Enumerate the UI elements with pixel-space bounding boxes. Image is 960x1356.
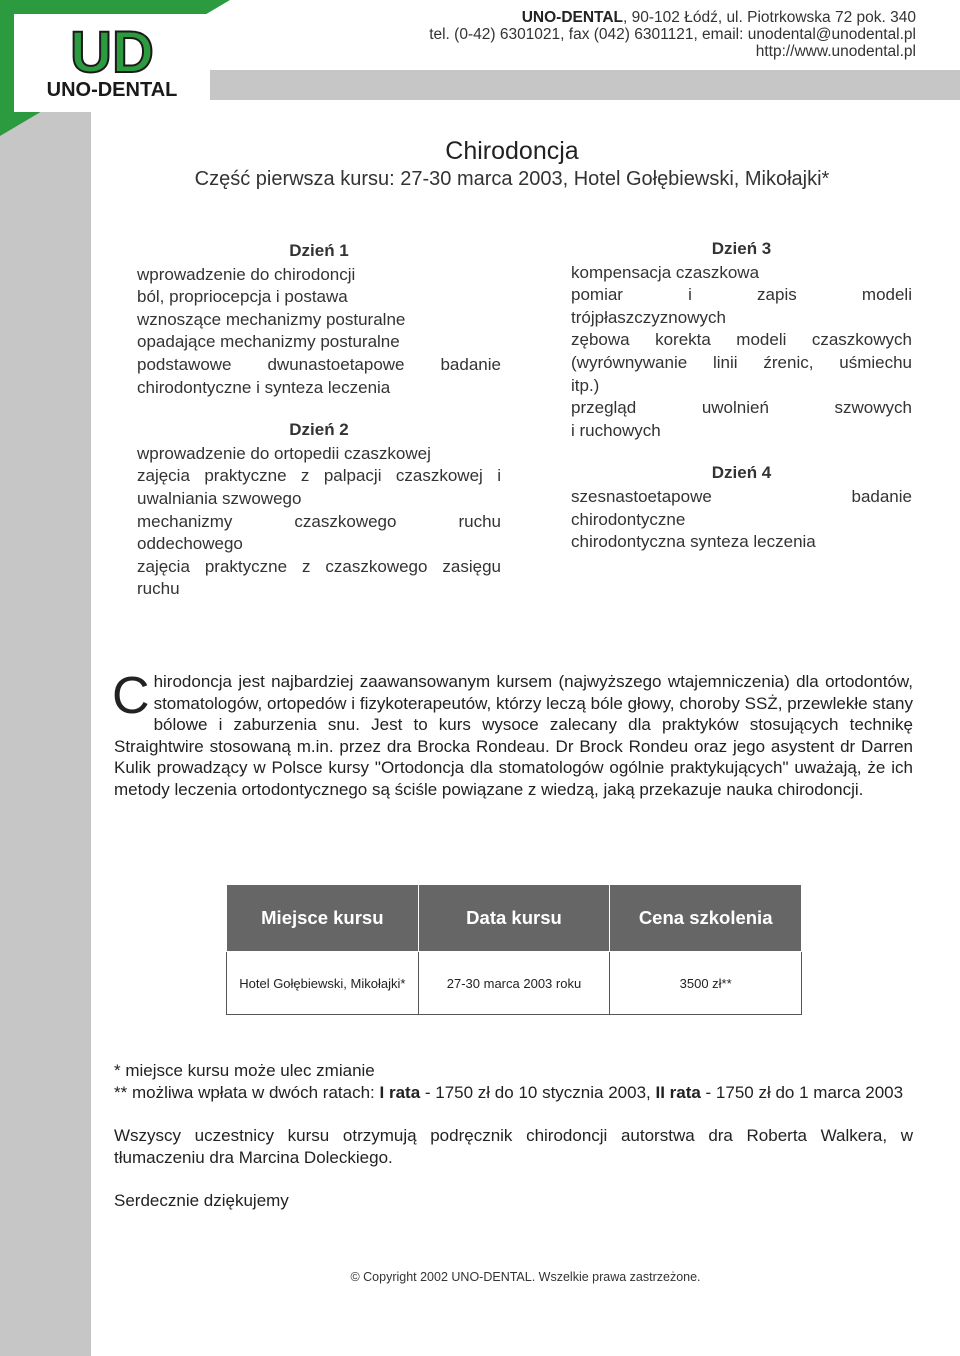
table-header-row	[227, 885, 802, 952]
thanks-note: Serdecznie dziękujemy	[114, 1191, 289, 1211]
dropcap-letter: C	[112, 667, 150, 725]
day1-item: ból, propriocepcja i postawa	[137, 287, 348, 307]
uno-dental-logo	[0, 0, 230, 136]
table-row	[227, 952, 802, 1015]
day1-item: opadające mechanizmy posturalne	[137, 332, 400, 352]
payment-text: - 1750 zł do 10 stycznia 2003,	[420, 1082, 656, 1102]
course-description	[112, 667, 913, 801]
day3-item: zębowa korekta modeli czaszkowych	[571, 330, 912, 350]
company-contact: tel. (0-42) 6301021, fax (042) 6301121, email: unodental@unodental.pl	[429, 26, 916, 43]
day1-title: Dzień 1	[289, 241, 349, 260]
company-name: UNO-DENTAL	[521, 9, 624, 26]
footnote-payment	[114, 1082, 913, 1104]
day1-item: wznoszące mechanizmy posturalne	[137, 309, 406, 329]
page-title: Chirodoncja	[445, 137, 579, 165]
table-cell-date: 27-30 marca 2003 roku	[418, 952, 610, 1015]
table-cell-location: Hotel Gołębiewski, Mikołajki*	[227, 952, 419, 1015]
company-website[interactable]: http://www.unodental.pl	[755, 43, 916, 60]
day3-item: pomiar i zapis modeli	[571, 285, 912, 305]
payment-rate2: II rata	[655, 1082, 701, 1102]
day1-item: chirodontyczne i synteza leczenia	[137, 377, 391, 397]
schedule-left-column	[137, 240, 501, 601]
schedule-right-column	[571, 238, 912, 554]
day3-item: kompensacja czaszkowa	[571, 262, 760, 282]
day2-item: uwalniania szwowego	[137, 488, 302, 508]
logo-text: UNO-DENTAL	[46, 79, 178, 101]
day3-item: i ruchowych	[571, 420, 661, 440]
payment-text: - 1750 zł do 1 marca 2003	[700, 1082, 904, 1102]
day3-item: przegląd uwolnień szwowych	[571, 398, 912, 418]
company-address: , 90-102 Łódź, ul. Piotrkowska 72 pok. 340	[623, 9, 916, 26]
course-info-table	[226, 884, 802, 1015]
day3-item: (wyrównywanie linii źrenic, uśmiechu	[571, 352, 912, 372]
table-header: Cena szkolenia	[610, 885, 802, 952]
day4-title: Dzień 4	[711, 463, 772, 483]
footnote-location: * miejsce kursu może ulec zmianie	[114, 1061, 375, 1080]
notes-section	[114, 1060, 913, 1212]
payment-text: ** możliwa wpłata w dwóch ratach:	[114, 1082, 380, 1102]
day1-item: podstawowe dwunastoetapowe badanie	[137, 354, 501, 374]
left-gray-band	[0, 0, 91, 1356]
day1-item: wprowadzenie do chirodoncji	[137, 264, 356, 284]
logo-letters: UD	[70, 20, 154, 85]
table-header: Data kursu	[418, 885, 610, 952]
table-cell-price: 3500 zł**	[610, 952, 802, 1015]
course-description-text: hirodoncja jest najbardziej zaawansowanym kursem (najwyższego wtajemniczenia) dla ortodontów, stomatologów, ortopedów i fizykoterapeutów, którzy leczą bóle głowy, choroby SSŻ, przewlekłe stany bólowe i zaburzenia snu. Jest to kurs wysoce zalecany dla praktyków stosujących technikę Straightwire stosowaną m.in. przez dra Brocka Rondeau. Dr Brock Rondeu oraz jego asystent dr Darren Kulik prowadzący w Polsce kursy "Ortodoncja dla stomatologów ogólnie praktykujących" uważają, że ich metody leczenia ortodontycznego są ściśle powiązane z wiedzą, jaką przekazuje nauka chirodoncji.	[114, 672, 913, 799]
day2-item: wprowadzenie do ortopedii czaszkowej	[137, 443, 431, 463]
day2-item: mechanizmy czaszkowego ruchu	[137, 511, 501, 531]
day2-title: Dzień 2	[289, 420, 349, 440]
day3-title: Dzień 3	[711, 239, 772, 258]
copyright: © Copyright 2002 UNO-DENTAL. Wszelkie prawa zastrzeżone.	[350, 1270, 701, 1284]
payment-rate1: I rata	[379, 1082, 421, 1102]
day4-item: chirodontyczna synteza leczenia	[571, 532, 816, 552]
day4-item: chirodontyczne	[571, 509, 686, 529]
day3-item: trójpłaszczyznowych	[571, 307, 726, 327]
day2-item: oddechowego	[137, 534, 243, 554]
day4-item: szesnastoetapowe badanie	[571, 486, 912, 506]
page-subtitle: Część pierwsza kursu: 27-30 marca 2003, Hotel Gołębiewski, Mikołajki*	[194, 168, 830, 190]
day2-item: zajęcia praktyczne z palpacji czaszkowej i	[137, 466, 501, 486]
table-header: Miejsce kursu	[227, 885, 419, 952]
day2-item: ruchu	[137, 579, 180, 599]
day2-item: zajęcia praktyczne z czaszkowego zasięgu	[137, 556, 501, 576]
day3-item: itp.)	[571, 375, 600, 395]
company-info	[429, 9, 916, 60]
handbook-note: Wszyscy uczestnicy kursu otrzymują podręcznik chirodoncji autorstwa dra Roberta Walkera, w tłumaczeniu dra Marcina Doleckiego.	[114, 1126, 913, 1167]
